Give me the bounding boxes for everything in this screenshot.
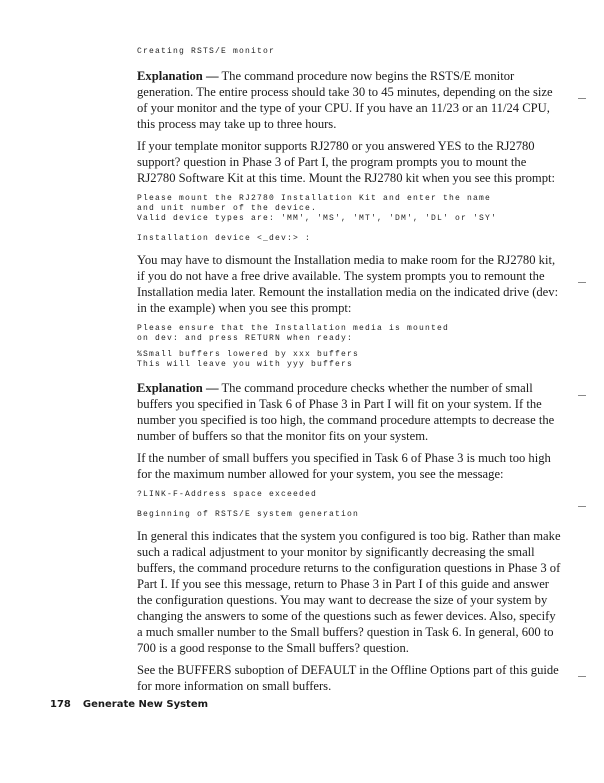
paragraph-dismount: You may have to dismount the Installation media to make room for the RJ2780 kit, if you do not have a free drive available. The system prompts you to remount the Installation media later. Remount the installation media on the indicated drive (dev: in the example) when you see this prompt: <box>137 253 559 315</box>
margin-mark <box>578 395 586 396</box>
paragraph-general: In general this indicates that the system you configured is too big. Rather than make such a radical adjustment to your monitor by significantly decreasing the small buffers, the command procedure returns to the configuration questions in Phase 3 of Part I. If you see this message, return to Phase 3 in Part I of this guide and answer the configuration questions. You may want to decrease the size of your system by changing the answers to some of the questions such as fewer devices. Also, specify a much smaller number to the Small buffers? question in Task 6. In general, 600 to 700 is a good response to the Small buffers? question. <box>137 529 561 655</box>
page-footer <box>50 699 220 710</box>
paragraph-text: The command procedure checks whether the number of small buffers you specified in Task 6 of Phase 3 in Part I will fit on your system. If the number you specified is too high, the command procedure attempts to decrease the number of buffers so that the monitor fits on your system. <box>137 381 555 443</box>
paragraph-text: The command procedure now begins the RSTS/E monitor generation. The entire process should take 30 to 45 minutes, depending on the size of your monitor and the type of your CPU. If you have an 11/23 or an 11/24 CPU, this process may take up to three hours. <box>137 69 553 131</box>
margin-mark <box>578 282 586 283</box>
section-title: Generate New System <box>82 699 209 710</box>
margin-mark <box>578 676 586 677</box>
code-line: This will leave you with yyy buffers <box>137 360 354 369</box>
code-line: Please ensure that the Installation media is mounted <box>137 324 450 333</box>
paragraph-too-high: If the number of small buffers you specified in Task 6 of Phase 3 is much too high for the maximum number allowed for your system, you see the message: <box>137 451 551 481</box>
code-beginning: Beginning of RSTS/E system generation <box>137 510 360 519</box>
code-block-mount <box>137 194 562 224</box>
code-line: Please mount the RJ2780 Installation Kit and enter the name <box>137 194 492 203</box>
margin-mark <box>578 98 586 99</box>
paragraph-see-buffers: See the BUFFERS suboption of DEFAULT in the Offline Options part of this guide for more information on small buffers. <box>137 663 559 693</box>
code-line: on dev: and press RETURN when ready: <box>137 334 354 343</box>
explanation-paragraph-1 <box>137 68 562 132</box>
paragraph-rj2780: If your template monitor supports RJ2780 or you answered YES to the RJ2780 support? question in Phase 3 of Part I, the program prompts you to mount the RJ2780 Software Kit at this time. Mount the RJ2780 kit when you see this prompt: <box>137 139 556 185</box>
margin-mark <box>578 506 586 507</box>
code-line: %Small buffers lowered by xxx buffers <box>137 350 360 359</box>
explanation-label: Explanation — <box>137 381 219 395</box>
page-number: 178 <box>50 699 71 710</box>
code-link-error: ?LINK-F-Address space exceeded <box>137 490 318 499</box>
code-line: Valid device types are: 'MM', 'MS', 'MT', 'DM', 'DL' or 'SY' <box>137 214 498 223</box>
code-block-ensure <box>137 324 562 344</box>
code-line: and unit number of the device. <box>137 204 318 213</box>
explanation-paragraph-2 <box>137 380 562 444</box>
code-block-buffers <box>137 350 562 370</box>
code-installation-device: Installation device <_dev:> : <box>137 234 312 243</box>
page-body <box>137 47 562 694</box>
code-heading: Creating RSTS/E monitor <box>137 47 276 56</box>
explanation-label: Explanation — <box>137 69 219 83</box>
